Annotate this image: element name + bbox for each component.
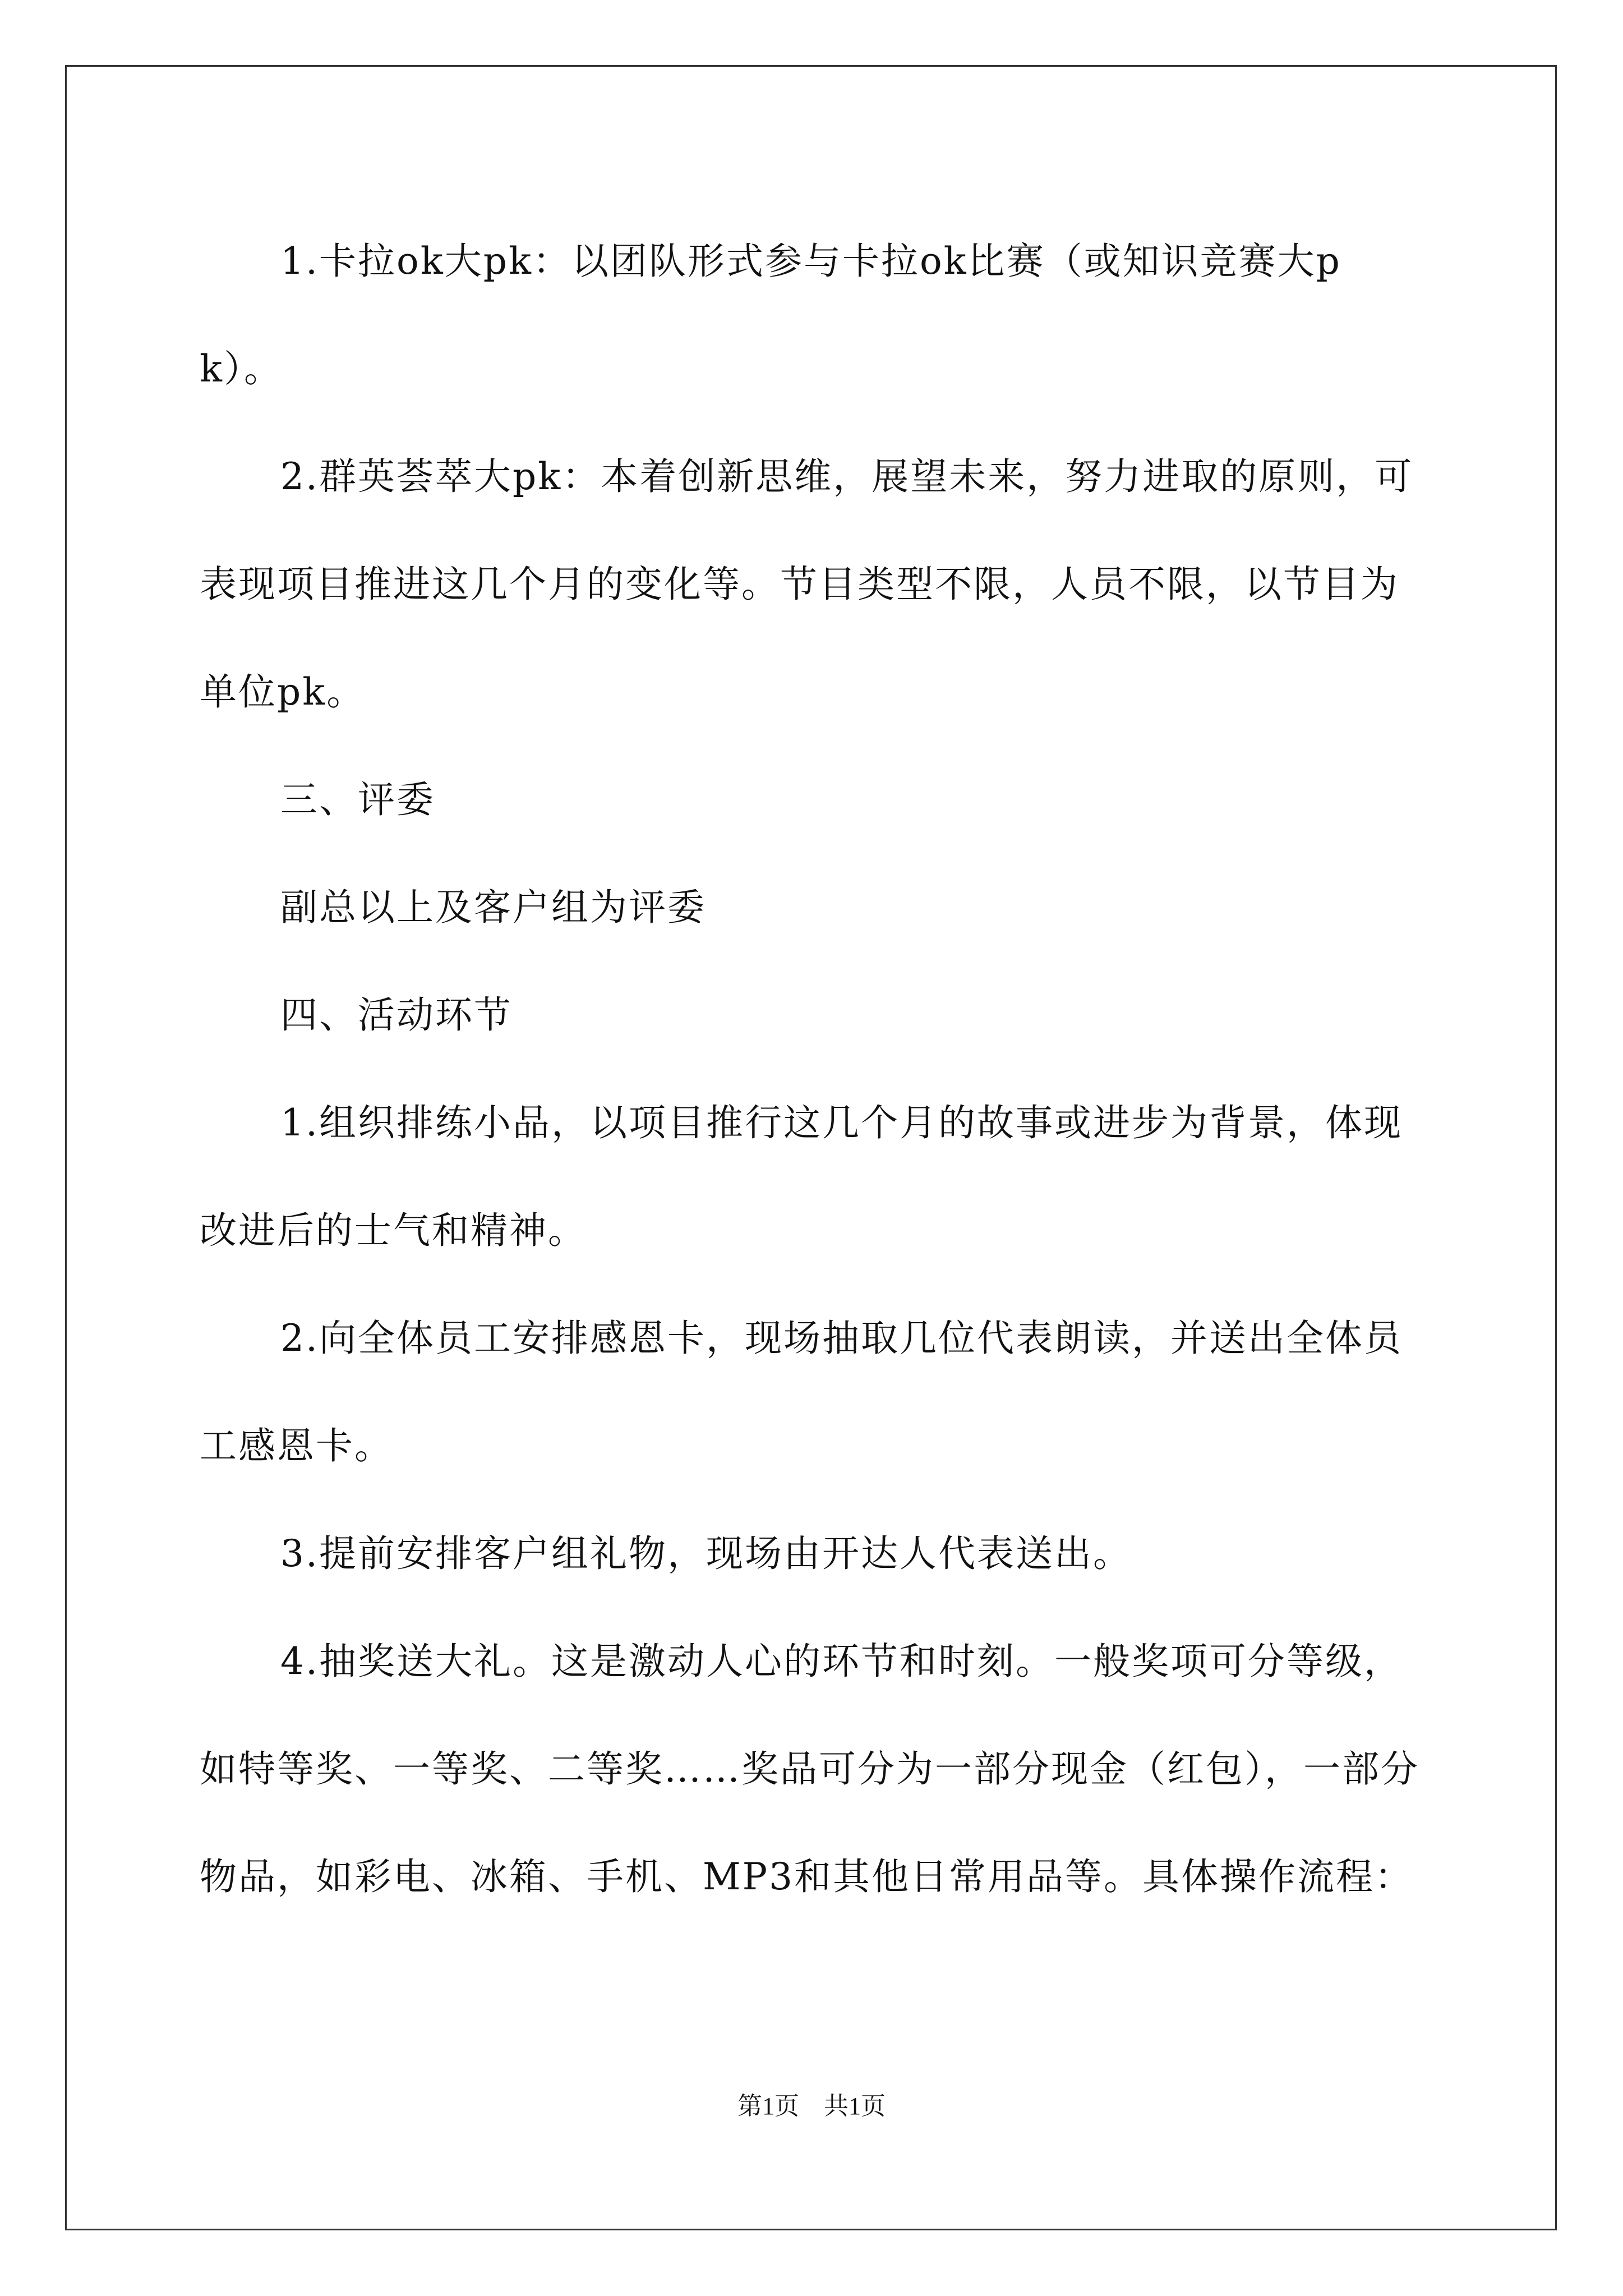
page-number-footer: 第1页 共1页: [737, 2092, 886, 2120]
paragraph-karaoke-pk: 1.卡拉ok大pk：以团队形式参与卡拉ok比赛（或知识竞赛大pk）。: [200, 240, 1341, 390]
paragraph-lottery: 4.抽奖送大礼。这是激动人心的环节和时刻。一般奖项可分等级，如特等奖、一等奖、二等奖……奖品可分为一部分现金（红包），一部分物品，如彩电、冰箱、手机、MP3和其他日常用品等。具体操作流程：: [200, 1640, 1419, 1898]
paragraph-judges: 副总以上及客户组为评委: [280, 886, 706, 929]
paragraph-sketch: 1.组织排练小品，以项目推行这几个月的故事或进步为背景，体现改进后的士气和精神。: [200, 1101, 1403, 1252]
paragraph-thank-you-cards: 2.向全体员工安排感恩卡，现场抽取几位代表朗读，并送出全体员工感恩卡。: [200, 1317, 1403, 1467]
heading-activity-segments: 四、活动环节: [280, 993, 513, 1037]
document-body: [200, 208, 1422, 1931]
paragraph-talent-pk: 2.群英荟萃大pk：本着创新思维，展望未来，努力进取的原则，可表现项目推进这几个月的变化等。节目类型不限，人员不限，以节目为单位pk。: [200, 455, 1414, 714]
paragraph-client-gifts: 3.提前安排客户组礼物，现场由开达人代表送出。: [280, 1532, 1132, 1575]
heading-judges: 三、评委: [280, 778, 435, 821]
